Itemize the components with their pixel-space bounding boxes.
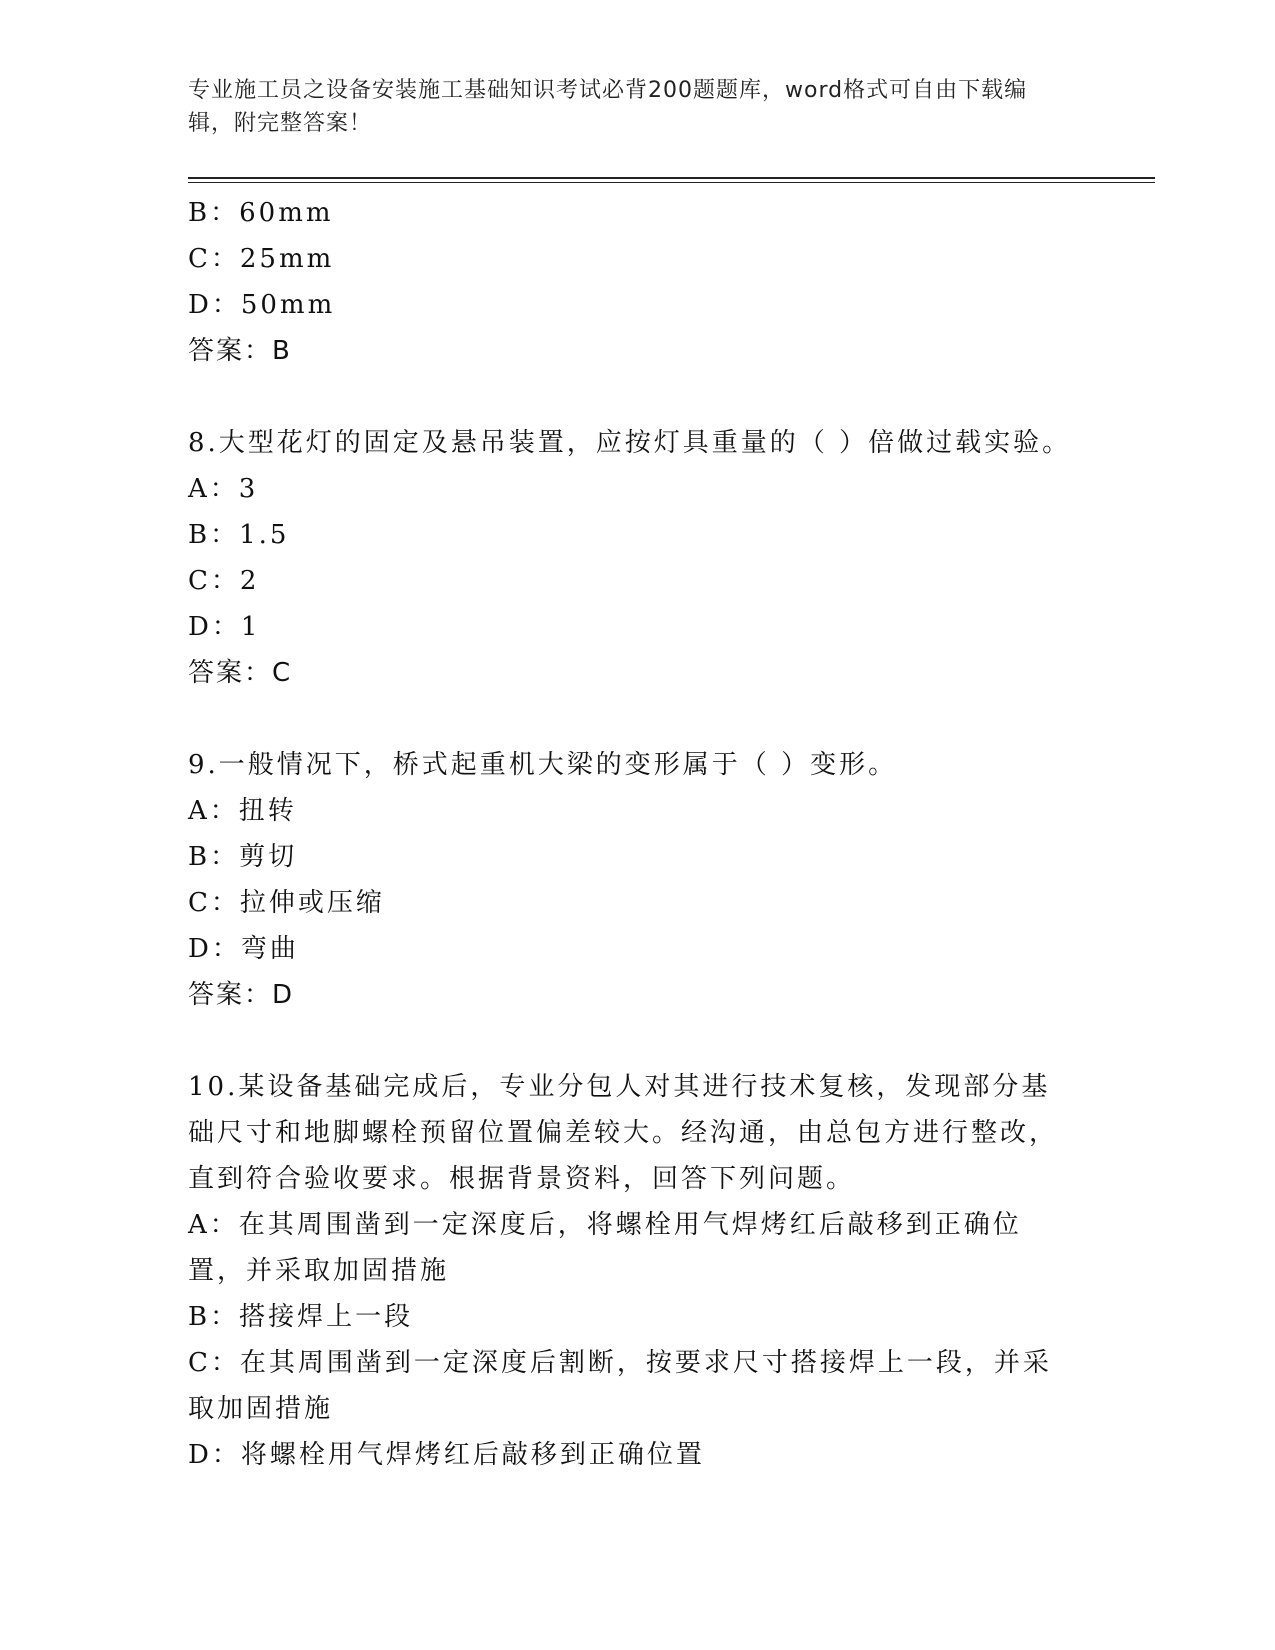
header-divider-thin — [188, 182, 1155, 183]
option-a: A：在其周围凿到一定深度后，将螺栓用气焊烤红后敲移到正确位置，并采取加固措施 — [188, 1210, 1022, 1286]
document-header: 专业施工员之设备安装施工基础知识考试必背200题题库，word格式可自由下载编辑，附完整答案！ — [188, 78, 1028, 136]
option-c: C：拉伸或压缩 — [188, 888, 385, 918]
previous-question-continuation — [188, 190, 1088, 374]
option-c: C：在其周围凿到一定深度后割断，按要求尺寸搭接焊上一段，并采取加固措施 — [188, 1348, 1052, 1424]
option-a: A：3 — [188, 474, 259, 504]
question-8 — [188, 420, 1088, 696]
document-body — [188, 190, 1088, 1478]
question-9 — [188, 742, 1088, 1018]
option-d: D：1 — [188, 612, 261, 642]
question-text: 10.某设备基础完成后，专业分包人对其进行技术复核，发现部分基础尺寸和地脚螺栓预留位置偏差较大。经沟通，由总包方进行整改，直到符合验收要求。根据背景资料，回答下列问题。 — [188, 1072, 1059, 1194]
option-a: A：扭转 — [188, 796, 297, 826]
header-divider-thick — [188, 177, 1155, 179]
option-b: B：剪切 — [188, 842, 298, 872]
option-c: C：2 — [188, 566, 260, 596]
option-d: D：50mm — [188, 290, 336, 320]
spacer — [188, 1018, 1088, 1064]
answer-line: 答案：D — [188, 980, 295, 1010]
question-text: 9.一般情况下，桥式起重机大梁的变形属于（ ）变形。 — [188, 750, 898, 780]
option-b: B：搭接焊上一段 — [188, 1302, 414, 1332]
option-d: D：将螺栓用气焊烤红后敲移到正确位置 — [188, 1440, 705, 1470]
question-text: 8.大型花灯的固定及悬吊装置，应按灯具重量的（ ）倍做过载实验。 — [188, 428, 1072, 458]
option-b: B：60mm — [188, 198, 334, 228]
question-10 — [188, 1064, 1088, 1478]
answer-line: 答案：B — [188, 336, 292, 366]
spacer — [188, 696, 1088, 742]
spacer — [188, 374, 1088, 420]
option-c: C：25mm — [188, 244, 335, 274]
option-d: D：弯曲 — [188, 934, 299, 964]
option-b: B：1.5 — [188, 520, 290, 550]
answer-line: 答案：C — [188, 658, 293, 688]
